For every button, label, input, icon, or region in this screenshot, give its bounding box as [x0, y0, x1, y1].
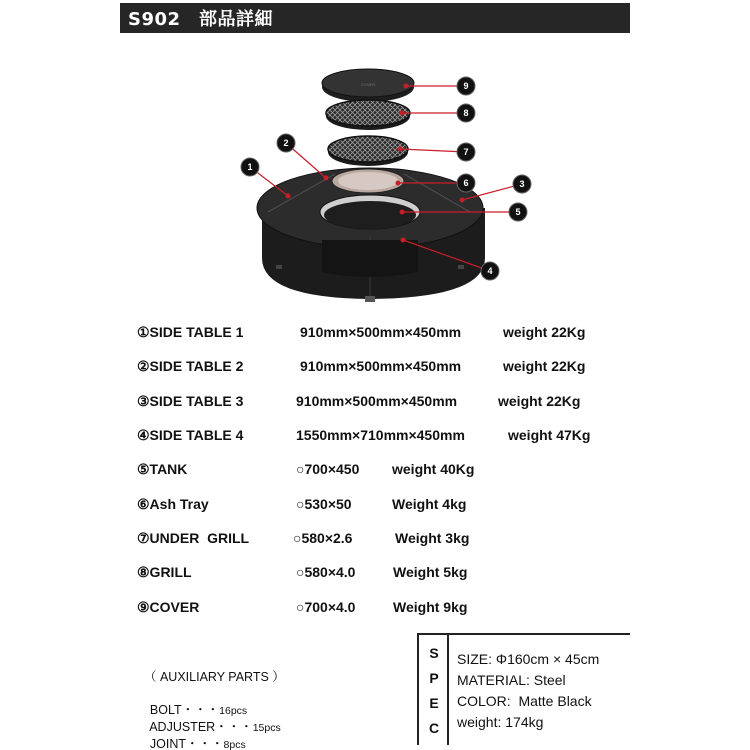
part-row [0, 427, 750, 447]
part-row [0, 496, 750, 516]
spec-size: SIZE: Φ160cm × 45cm [457, 651, 600, 667]
auxiliary-title: （ AUXILIARY PARTS ） [144, 670, 285, 684]
svg-text:4: 4 [487, 266, 493, 276]
part-name: ⑧GRILL [137, 564, 192, 580]
spec-box [417, 633, 630, 745]
part-size: ○700×4.0 [296, 599, 356, 615]
spec-label [419, 635, 449, 745]
part-name: ①SIDE TABLE 1 [137, 324, 244, 340]
part-weight: weight 22Kg [503, 324, 586, 340]
svg-text:7: 7 [463, 147, 469, 157]
part-size: ○580×4.0 [296, 564, 356, 580]
auxiliary-count: 8pcs [223, 739, 246, 750]
part-weight: weight 40Kg [392, 461, 475, 477]
auxiliary-label: BOLT・・・ [149, 703, 220, 717]
part-size: ○580×2.6 [293, 530, 353, 546]
part-row [0, 599, 750, 619]
part-name: ②SIDE TABLE 2 [137, 358, 244, 374]
spec-letter: E [429, 695, 439, 711]
part-size: 910mm×500mm×450mm [300, 324, 462, 340]
svg-text:2: 2 [283, 138, 289, 148]
part-size: 1550mm×710mm×450mm [296, 427, 465, 443]
part-row [0, 393, 750, 413]
part-row [0, 324, 750, 344]
part-name: ⑤TANK [137, 461, 188, 477]
part-weight: Weight 4kg [392, 496, 467, 512]
part-name: ④SIDE TABLE 4 [137, 427, 244, 443]
part-weight: weight 47Kg [508, 427, 591, 443]
part-weight: Weight 5kg [393, 564, 468, 580]
cover-emboss: COVER [360, 82, 376, 87]
part-row [0, 461, 750, 481]
part-size: ○700×450 [296, 461, 360, 477]
spec-weight: weight: 174kg [457, 714, 544, 730]
part-row [0, 358, 750, 378]
spec-material: MATERIAL: Steel [457, 672, 566, 688]
part-weight: weight 22Kg [503, 358, 586, 374]
part-size: 910mm×500mm×450mm [296, 393, 458, 409]
spec-letter: C [428, 720, 440, 736]
part-name: ⑨COVER [137, 599, 200, 615]
auxiliary-label: ADJUSTER・・・ [149, 720, 253, 734]
page-title: S902 部品詳細 [128, 9, 274, 30]
auxiliary-count: 16pcs [219, 705, 248, 717]
part-weight: Weight 9kg [393, 599, 468, 615]
svg-text:9: 9 [463, 81, 469, 91]
auxiliary-count: 15pcs [252, 722, 281, 734]
svg-text:8: 8 [463, 108, 469, 118]
svg-text:3: 3 [519, 179, 525, 189]
part-name: ③SIDE TABLE 3 [137, 393, 244, 409]
svg-text:6: 6 [463, 178, 469, 188]
part-weight: weight 22Kg [498, 393, 581, 409]
part-size: ○530×50 [296, 496, 352, 512]
part-row [0, 530, 750, 550]
part-size: 910mm×500mm×450mm [300, 358, 462, 374]
part-weight: Weight 3kg [395, 530, 470, 546]
svg-text:5: 5 [515, 207, 521, 217]
part-row [0, 564, 750, 584]
auxiliary-item [136, 720, 246, 750]
part-name: ⑥Ash Tray [137, 496, 209, 512]
part-name: ⑦UNDER GRILL [137, 530, 250, 546]
spec-letter: S [429, 645, 439, 661]
spec-color: COLOR: Matte Black [457, 693, 592, 709]
auxiliary-label: JOINT・・・ [149, 737, 224, 750]
svg-text:1: 1 [247, 162, 253, 172]
spec-letter: P [429, 670, 439, 686]
